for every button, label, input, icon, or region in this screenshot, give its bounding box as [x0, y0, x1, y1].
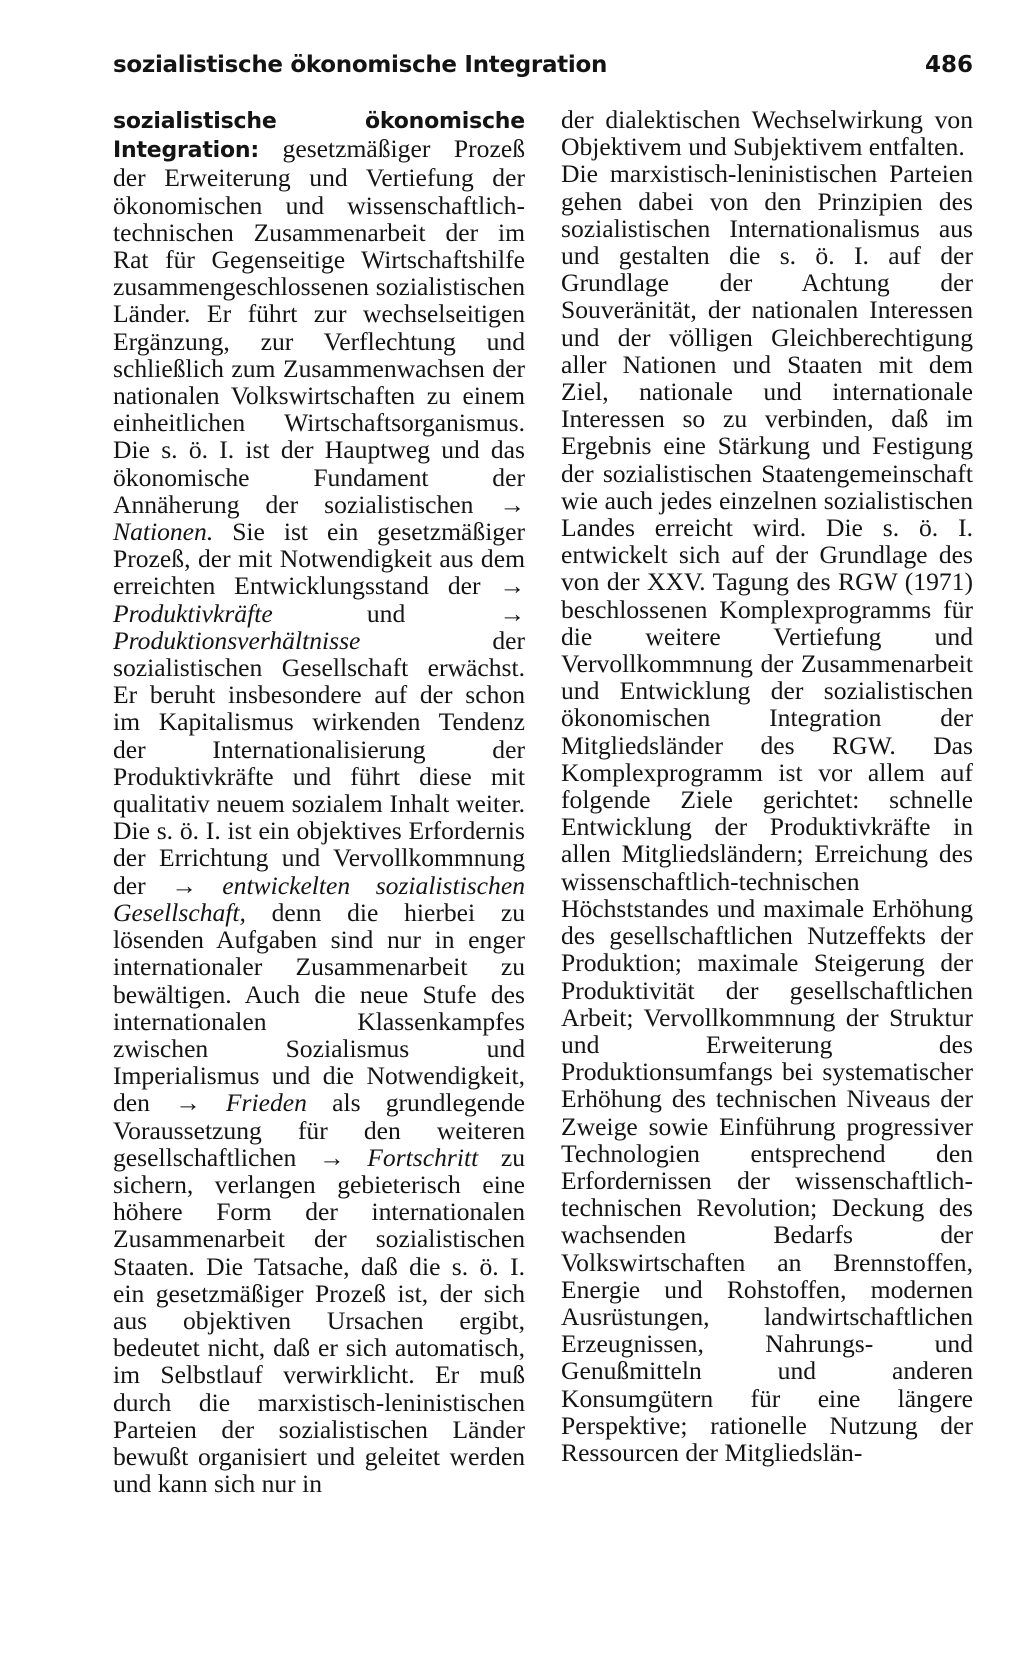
body-text: der sozialistischen Gesellschaft erwächst. Er beruht insbesondere auf der schon im Kapitalismus wirkenden Tendenz der Internationalisierung der Produktivkräfte und führt diese mit qualitativ neuem sozialem Inhalt weiter. Die s. ö. I. ist ein objektives Erfordernis der Errichtung und Vervollkommnung der: [113, 625, 525, 900]
entry-paragraph: [113, 106, 525, 1497]
body-text: Sie ist ein gesetzmäßiger Prozeß, der mit Notwendigkeit aus dem erreichten Entwicklungsstand der: [113, 517, 525, 601]
right-column: [561, 106, 973, 1466]
cross-reference-nationen[interactable]: → Nationen.: [113, 489, 525, 547]
left-column: [113, 106, 525, 1497]
cross-reference-produktionsverhaeltnisse[interactable]: → Produktionsverhältnisse: [113, 598, 525, 655]
cross-reference-frieden[interactable]: → Frieden: [175, 1088, 307, 1118]
body-text: denn die hierbei zu lösenden Aufgaben sind nur in enger internationaler Zusammenarbeit zu bewältigen. Auch die neue Stufe des internationalen Klassenkampfes zwischen Sozialismus und Imperialismus und die Notwendigkeit, den: [113, 897, 525, 1118]
cross-reference-entwickelte-sozialistische-gesellschaft[interactable]: → entwickelten sozialistischen Gesellschaft,: [113, 870, 525, 927]
body-text: gesetzmäßiger Prozeß der Erweiterung und Vertiefung der ökonomischen und wissenschaftlich-technischen Zusammenarbeit der im Rat für Gegenseitige Wirtschaftshilfe zusammengeschlossenen sozialistischen Länder. Er führt zur wechselseitigen Ergänzung, zur Verflechtung und schließlich zum Zusammenwachsen der nationalen Volkswirtschaften zu einem einheitlichen Wirtschaftsorganismus. Die s. ö. I. ist der Hauptweg und das ökonomische Fundament der Annäherung der sozialistischen: [113, 134, 525, 519]
page-header: [113, 52, 973, 88]
page-number: 486: [924, 52, 973, 78]
cross-reference-produktivkraefte[interactable]: → Produktivkräfte: [113, 571, 525, 628]
cross-reference-fortschritt[interactable]: → Fortschritt: [319, 1142, 479, 1172]
body-text: und: [272, 598, 500, 628]
body-text: als grundlegende Voraussetzung für den weiteren gesellschaftlichen: [113, 1088, 526, 1172]
body-text: zu sichern, verlangen gebieterisch eine höhere Form der internationalen Zusammenarbeit der sozialistischen Staaten. Die Tatsache, daß die s. ö. I. ein gesetzmäßiger Prozeß ist, der sich aus objektiven Ursachen ergibt, bedeutet nicht, daß er sich automatisch, im Selbstlauf verwirklicht. Er muß durch die marxistisch-leninistischen Parteien der sozialistischen Länder bewußt organisiert und geleitet werden und kann sich nur in: [113, 1142, 526, 1499]
continuation-paragraph: der dialektischen Wechselwirkung von Objektivem und Subjektivem entfalten.: [561, 105, 973, 162]
body-paragraph: Die marxistisch-leninistischen Parteien gehen dabei von den Prinzipien des sozialistischen Internationalismus aus und gestalten die s. ö. I. auf der Grundlage der Achtung der Souveränität, der nationalen Interessen und der völligen Gleichberechtigung aller Nationen und Staaten mit dem Ziel, nationale und internationale Interessen so zu verbinden, daß im Ergebnis eine Stärkung und Festigung der sozialistischen Staatengemeinschaft wie auch jedes einzelnen sozialistischen Landes erreicht wird. Die s. ö. I. entwickelt sich auf der Grundlage des von der XXV. Tagung des RGW (1971) beschlossenen Komplexprogramms für die weitere Vertiefung und Vervollkommnung der Zusammenarbeit und Entwicklung der sozialistischen ökonomischen Integration der Mitgliedsländer des RGW. Das Komplexprogramm ist vor allem auf folgende Ziele gerichtet: schnelle Entwicklung der Produktivkräfte in allen Mitgliedsländern; Erreichung des wissenschaftlich-technischen Höchststandes und maximale Erhöhung des gesellschaftlichen Nutzeffekts der Produktion; maximale Steigerung der Produktivität der gesellschaftlichen Arbeit; Vervollkommnung der Struktur und Erweiterung des Produktionsumfangs bei systematischer Erhöhung des technischen Niveaus der Zweige sowie Einführung progressiver Technologien entsprechend den Erfordernissen der wissenschaftlich-technischen Revolution; Deckung des wachsenden Bedarfs der Volkswirtschaften an Brennstoffen, Energie und Rohstoffen, modernen Ausrüstungen, landwirtschaftlichen Erzeugnissen, Nahrungs- und Genußmitteln und anderen Konsumgütern für eine längere Perspektive; rationelle Nutzung der Ressourcen der Mitgliedslän-: [561, 159, 973, 1467]
running-head-title: sozialistische ökonomische Integration: [113, 52, 608, 78]
entry-term: sozialistische ökonomische Integration:: [113, 109, 525, 164]
